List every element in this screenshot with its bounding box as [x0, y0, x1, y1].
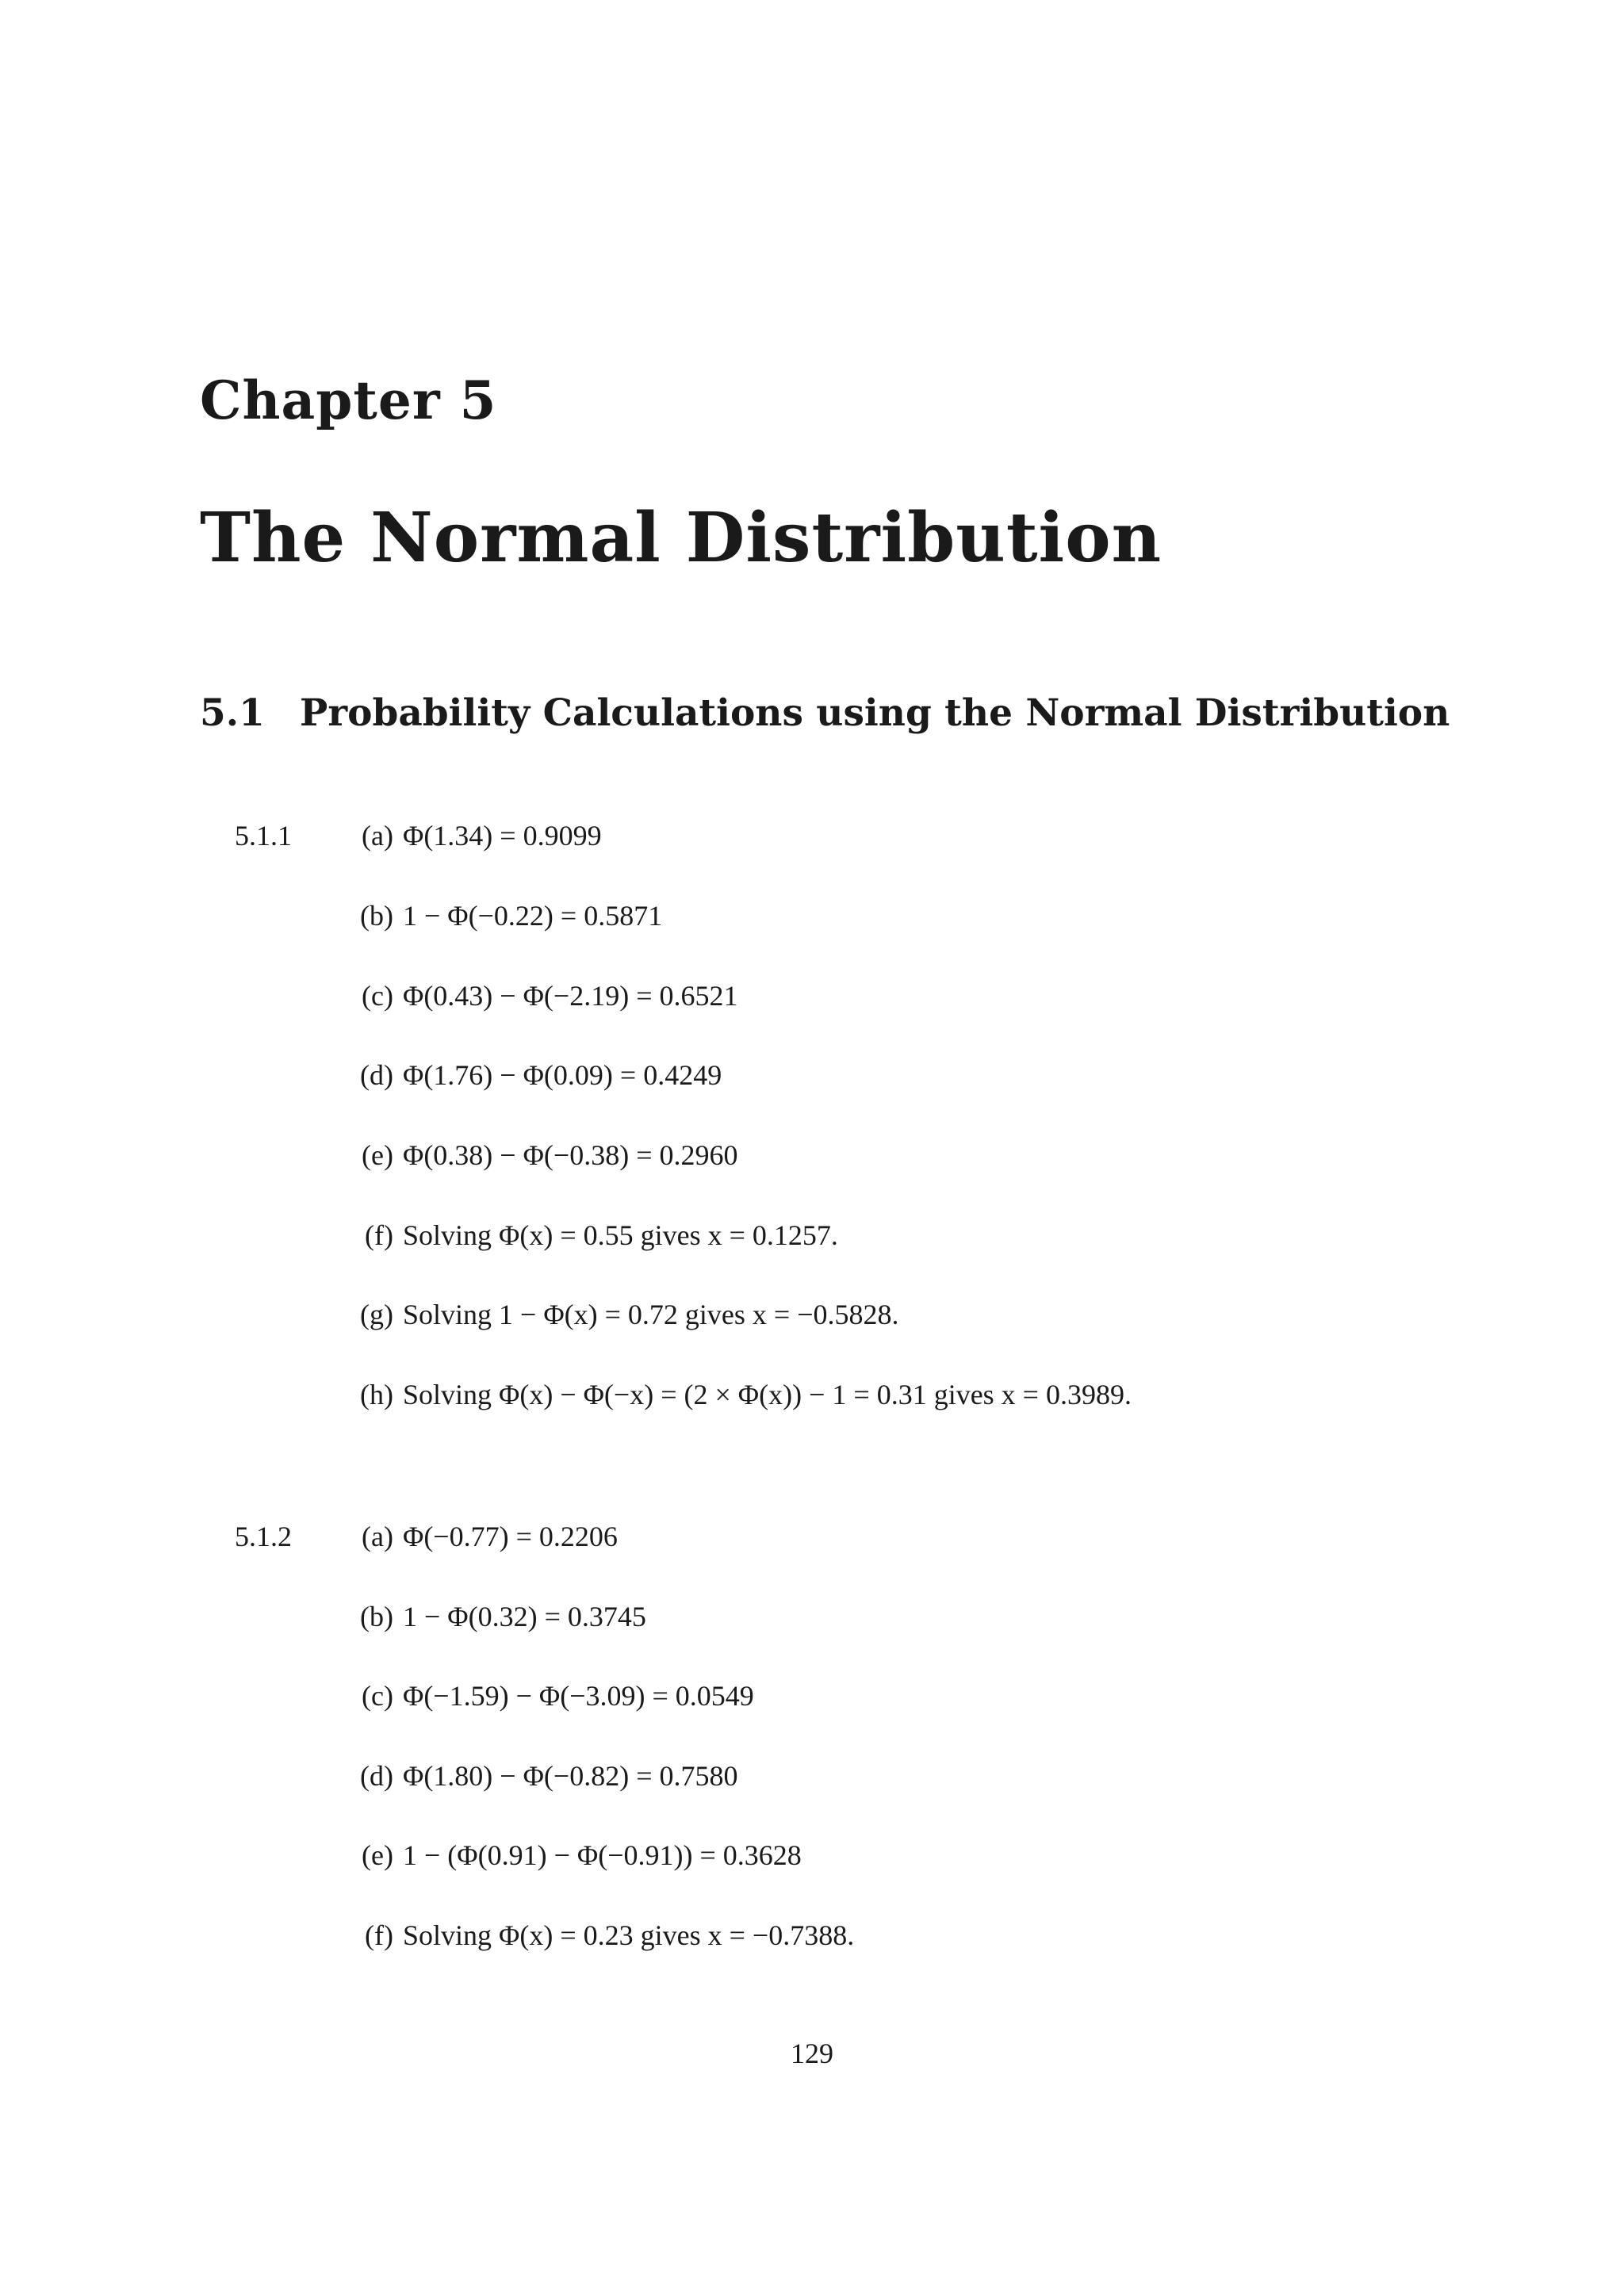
chapter-title: The Normal Distribution	[200, 498, 1162, 578]
section-number: 5.1	[200, 691, 265, 735]
item-label: (f)	[365, 1219, 393, 1251]
item-text: Φ(−0.77) = 0.2206	[403, 1521, 618, 1552]
exercise-item	[333, 982, 738, 1010]
item-label: (c)	[362, 980, 393, 1012]
item-label: (a)	[362, 820, 393, 851]
item-text: 1 − Φ(0.32) = 0.3745	[403, 1601, 646, 1632]
item-label: (d)	[360, 1760, 393, 1792]
item-label: (b)	[360, 900, 393, 932]
section-heading	[200, 691, 1450, 735]
exercise-item	[333, 901, 662, 930]
exercise-item	[333, 1921, 854, 1950]
section-title: Probability Calculations using the Normal Distribution	[300, 691, 1450, 735]
item-text: Φ(−1.59) − Φ(−3.09) = 0.0549	[403, 1680, 754, 1712]
exercise-item	[333, 1602, 646, 1631]
page-number: 129	[791, 2038, 833, 2069]
exercise-item	[333, 821, 602, 850]
exercise-item	[333, 1380, 1132, 1409]
exercise-item	[333, 1762, 738, 1790]
item-text: Φ(0.43) − Φ(−2.19) = 0.6521	[403, 980, 738, 1012]
item-text: Φ(1.76) − Φ(0.09) = 0.4249	[403, 1059, 722, 1091]
item-text: Φ(1.80) − Φ(−0.82) = 0.7580	[403, 1760, 738, 1792]
exercise-item	[333, 1522, 618, 1551]
item-text: Solving Φ(x) = 0.55 gives x = 0.1257.	[403, 1219, 838, 1251]
item-label: (e)	[362, 1839, 393, 1871]
item-text: Solving Φ(x) = 0.23 gives x = −0.7388.	[403, 1919, 855, 1951]
item-label: (c)	[362, 1680, 393, 1712]
item-label: (f)	[365, 1919, 393, 1951]
exercise-item	[333, 1682, 754, 1710]
item-label: (h)	[360, 1379, 393, 1410]
item-label: (g)	[360, 1299, 393, 1330]
exercise-number: 5.1.1	[235, 820, 292, 851]
item-label: (b)	[360, 1601, 393, 1632]
item-text: Φ(0.38) − Φ(−0.38) = 0.2960	[403, 1139, 738, 1171]
chapter-label: Chapter 5	[200, 369, 497, 431]
exercise-number: 5.1.2	[235, 1521, 292, 1552]
item-text: 1 − (Φ(0.91) − Φ(−0.91)) = 0.3628	[403, 1839, 802, 1871]
item-label: (a)	[362, 1521, 393, 1552]
item-label: (e)	[362, 1139, 393, 1171]
exercise-item	[333, 1300, 899, 1329]
item-text: 1 − Φ(−0.22) = 0.5871	[403, 900, 663, 932]
exercise-item	[333, 1061, 722, 1089]
exercise-item	[333, 1221, 838, 1249]
exercise-item	[333, 1841, 802, 1869]
exercise-item	[333, 1141, 738, 1169]
item-text: Φ(1.34) = 0.9099	[403, 820, 602, 851]
item-label: (d)	[360, 1059, 393, 1091]
item-text: Solving Φ(x) − Φ(−x) = (2 × Φ(x)) − 1 = 0.31 gives x = 0.3989.	[403, 1379, 1132, 1410]
item-text: Solving 1 − Φ(x) = 0.72 gives x = −0.5828.	[403, 1299, 899, 1330]
